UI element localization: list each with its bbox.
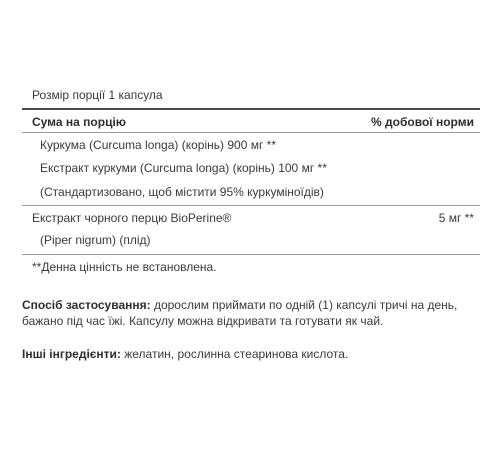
ingredient-name: Екстракт чорного перцю BioPerine®: [32, 211, 232, 225]
footnote: **Денна цінність не встановлена.: [32, 260, 217, 274]
amount-per-serving-header: Сума на порцію: [32, 115, 127, 129]
serving-size-row: [22, 83, 480, 108]
supplement-facts-table: [22, 83, 480, 278]
ingredient-name: (Стандартизовано, щоб містити 95% куркуміноїдів): [40, 185, 324, 199]
ingredient-amount: 5 мг **: [438, 211, 474, 225]
ingredient-note: (Piper nigrum) (плід): [40, 233, 151, 247]
ingredient-note-row: [22, 229, 480, 254]
usage-label: Спосіб застосування:: [22, 298, 151, 312]
ingredient-name: Куркума (Curcuma longa) (корінь) 900 мг **: [40, 138, 276, 152]
ingredient-row: [22, 180, 480, 205]
serving-size: Розмір порції 1 капсула: [32, 88, 163, 102]
usage-text: дорослим приймати по одній (1) капсулі тричі на день, бажано під час їжі. Капсулу можна відкривати та готувати як чай.: [22, 298, 458, 328]
ingredient-row: [22, 132, 480, 156]
usage-paragraph: [22, 297, 492, 329]
ingredient-name: Екстракт куркуми (Curcuma longa) (корінь) 100 мг **: [40, 161, 327, 175]
ingredient-row: [22, 205, 480, 229]
daily-value-header: % добової норми: [371, 115, 474, 129]
other-ingredients-label: Інші інгредієнти:: [22, 347, 121, 361]
footnote-row: [22, 254, 480, 278]
table-header-row: [22, 108, 480, 132]
other-ingredients-paragraph: [22, 346, 492, 362]
ingredient-row: [22, 156, 480, 180]
other-ingredients-text: желатин, рослинна стеаринова кислота.: [120, 347, 349, 361]
